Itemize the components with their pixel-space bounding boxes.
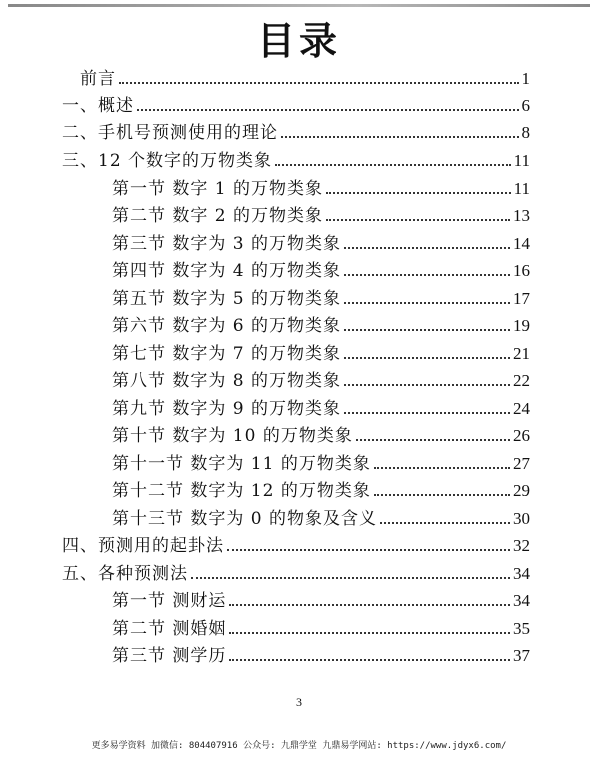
- toc-entry[interactable]: [112, 231, 530, 255]
- toc-entry[interactable]: [112, 451, 530, 475]
- toc-entry-page: 21: [513, 344, 530, 363]
- dot-leader: [137, 108, 519, 111]
- toc-entry[interactable]: [62, 120, 530, 144]
- toc-entry-label: 第七节 数字为 7 的万物类象: [112, 344, 342, 364]
- toc-entry[interactable]: [112, 423, 530, 447]
- dot-leader: [356, 438, 510, 441]
- toc-entry-label: 四、预测用的起卦法: [62, 536, 224, 556]
- toc-entry[interactable]: [112, 368, 530, 392]
- toc-entry-label: 第四节 数字为 4 的万物类象: [112, 261, 342, 281]
- toc-entry-page: 17: [513, 289, 530, 308]
- toc-entry[interactable]: [112, 286, 530, 310]
- toc-entry-label: 第十一节 数字为 11 的万物类象: [112, 454, 371, 474]
- toc-entry-label: 第九节 数字为 9 的万物类象: [112, 399, 342, 419]
- dot-leader: [227, 548, 510, 551]
- dot-leader: [344, 328, 510, 331]
- toc-entry-page: 16: [513, 261, 530, 280]
- dot-leader: [380, 521, 510, 524]
- toc-entry-page: 24: [513, 399, 530, 418]
- toc-entry-label: 第二节 数字 2 的万物类象: [112, 206, 324, 226]
- toc-entry-label: 第三节 数字为 3 的万物类象: [112, 234, 342, 254]
- dot-leader: [344, 356, 510, 359]
- toc-entry[interactable]: [112, 341, 530, 365]
- dot-leader: [281, 135, 519, 138]
- dot-leader: [344, 301, 510, 304]
- toc-entry-label: 三、12 个数字的万物类象: [62, 151, 273, 171]
- toc-entry[interactable]: [112, 313, 530, 337]
- toc-entry-label: 第十节 数字为 10 的万物类象: [112, 426, 353, 446]
- toc-entry[interactable]: [62, 93, 530, 117]
- dot-leader: [275, 163, 511, 166]
- toc-entry-page: 8: [521, 123, 530, 142]
- toc-entry[interactable]: [112, 588, 530, 612]
- toc-entry[interactable]: [112, 478, 530, 502]
- dot-leader: [344, 383, 510, 386]
- toc-entry-label: 第一节 测财运: [112, 591, 227, 611]
- dot-leader: [191, 576, 510, 579]
- toc-entry-page: 30: [513, 509, 530, 528]
- toc-entry-page: 34: [513, 591, 530, 610]
- toc-entry-label: 第六节 数字为 6 的万物类象: [112, 316, 342, 336]
- toc-entry-page: 35: [513, 619, 530, 638]
- toc-entry-page: 26: [513, 426, 530, 445]
- toc-entry-page: 14: [513, 234, 530, 253]
- footer-note: 更多易学资料 加微信: 804407916 公众号: 九鼎学堂 九鼎易学网站: https://www.jdyx6.com/: [91, 741, 507, 751]
- toc-entry[interactable]: [62, 148, 530, 172]
- toc-entry-label: 第一节 数字 1 的万物类象: [112, 179, 324, 199]
- top-rule: [8, 4, 590, 7]
- dot-leader: [326, 218, 510, 221]
- dot-leader: [229, 603, 510, 606]
- toc-entry-label: 第三节 测学历: [112, 646, 227, 666]
- toc-entry-page: 11: [513, 151, 530, 170]
- dot-leader: [344, 411, 510, 414]
- toc-entry-label: 五、各种预测法: [62, 564, 188, 584]
- toc-entry-page: 11: [513, 179, 530, 198]
- toc-entry-label: 第八节 数字为 8 的万物类象: [112, 371, 342, 391]
- toc-entry-page: 13: [513, 206, 530, 225]
- toc-entry-label: 一、概述: [62, 96, 134, 116]
- dot-leader: [229, 631, 510, 634]
- toc-entry[interactable]: [112, 616, 530, 640]
- dot-leader: [326, 191, 511, 194]
- dot-leader: [374, 466, 510, 469]
- toc-entry[interactable]: [62, 561, 530, 585]
- toc-entry[interactable]: [112, 203, 530, 227]
- toc-entry-label: 第二节 测婚姻: [112, 619, 227, 639]
- toc-entry-label: 前言: [80, 69, 116, 89]
- dot-leader: [119, 81, 519, 84]
- toc-entry-page: 27: [513, 454, 530, 473]
- toc-entry[interactable]: [62, 533, 530, 557]
- toc-entry[interactable]: [112, 258, 530, 282]
- toc-entry-page: 29: [513, 481, 530, 500]
- page-title: 目录: [256, 19, 341, 63]
- page-number: 3: [296, 695, 302, 709]
- toc-entry-label: 第十三节 数字为 0 的物象及含义: [112, 509, 378, 529]
- toc-entry-label: 第五节 数字为 5 的万物类象: [112, 289, 342, 309]
- toc-entry-label: 第十二节 数字为 12 的万物类象: [112, 481, 371, 501]
- toc-entry[interactable]: [112, 506, 530, 530]
- toc-entry-page: 32: [513, 536, 530, 555]
- dot-leader: [344, 246, 510, 249]
- toc-entry-page: 37: [513, 646, 530, 665]
- toc-entry-page: 6: [521, 96, 530, 115]
- dot-leader: [344, 273, 510, 276]
- dot-leader: [229, 658, 510, 661]
- toc-entry[interactable]: [112, 396, 530, 420]
- toc-entry-page: 34: [513, 564, 530, 583]
- toc-entry[interactable]: [112, 176, 530, 200]
- dot-leader: [374, 493, 510, 496]
- toc-entry-page: 22: [513, 371, 530, 390]
- toc-entry[interactable]: [112, 643, 530, 667]
- toc-entry-page: 19: [513, 316, 530, 335]
- toc-entry-label: 二、手机号预测使用的理论: [62, 123, 278, 143]
- toc-entry[interactable]: [80, 66, 530, 90]
- toc-entry-page: 1: [521, 69, 530, 88]
